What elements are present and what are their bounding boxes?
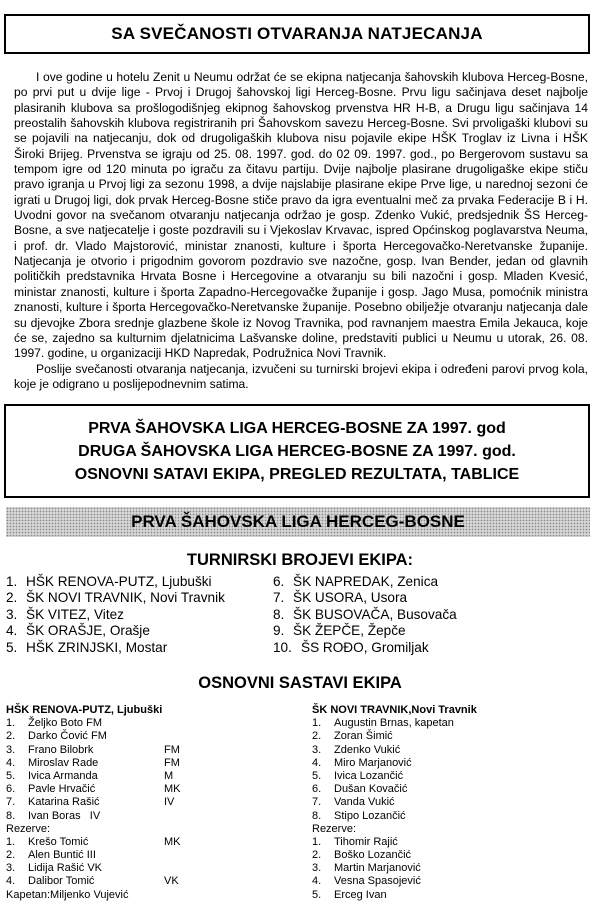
roster-row: 5. Ivica Armanda M — [6, 769, 174, 782]
list-item: 7. ŠK USORA, Usora — [273, 590, 408, 606]
roster-row: 8. Ivan Boras IV — [6, 809, 101, 822]
roster-row: 4. Miroslav Rade FM — [6, 756, 180, 769]
list-item: 1. HŠK RENOVA-PUTZ, Ljubuški — [6, 574, 212, 589]
team-list-left — [6, 574, 225, 656]
roster-row: 3. Zdenko Vukić — [312, 743, 401, 756]
roster-reserves-label: Rezerve: — [312, 822, 357, 835]
roster-left — [6, 704, 266, 902]
roster-row: 5. Ivica Lozančić — [312, 769, 404, 782]
banner-title: PRVA ŠAHOVSKA LIGA HERCEG-BOSNE — [131, 512, 465, 531]
roster-row: 1. Krešo Tomić MK — [6, 835, 181, 848]
roster-row: 4. Miro Marjanović — [312, 756, 412, 769]
roster-row: 2. Zoran Šimić — [312, 730, 393, 743]
roster-row: 1. Željko Boto FM — [6, 717, 102, 730]
roster-row: 6. Pavle Hrvačić MK — [6, 783, 181, 796]
list-item: 10. ŠS ROĐO, Gromiljak — [273, 639, 429, 655]
list-item: 6. ŠK NAPREDAK, Zenica — [273, 574, 439, 589]
roster-row: 4. Vesna Spasojević — [312, 875, 421, 888]
list-item: 5. HŠK ZRINJSKI, Mostar — [6, 639, 168, 655]
intro-paragraph-2: Poslije svečanosti otvaranja natjecanja, izvučeni su turnirski brojevi ekipa i određeni parovi prvog kola, koje je odigrano u poslijepodnevnim satima. — [14, 361, 588, 391]
list-item: 2. ŠK NOVI TRAVNIK, Novi Travnik — [6, 590, 225, 606]
intro-text — [14, 70, 588, 392]
team-list-right — [273, 574, 457, 656]
intro-paragraph-1: I ove godine u hotelu Zenit u Neumu održat će se ekipna natjecanja šahovskih klubova Herceg-Bosne, po prvi put u dvije lige - Prvoj i Drugoj šahovskoj ligi Herceg-Bosne. Prvu ligu sačinjava deset najbolje plasiranih klubova sa prošlogodišnjeg ekipnog šahovskog prvenstva HR H-B, a Drugu ligu sačinjava 14 preostalih šahovskih klubova registriranih pri Šahovskom savezu Herceg-Bosne. Svi prvoligaški klubovi su se pojavili na natjecanju, dok od drugoligaških klubova nisu pojavile ekipe HŠK Troglav iz Livna i HŠK Široki Brijeg. Prvenstva se igraju od 25. 08. 1997. god. do 02 09. 1997. god., po Bergerovom sustavu sa tempom igre od 120 minuta po igraču za čitavu partiju. Dvije najbolje plasirane drugoligaške ekipe stiču pravo igranja u Prvoj ligi za sezonu 1998, a dvije najslabije plasirane ekipe Prve lige, u narednoj sezoni će igrati u Drugoj ligi, dok prvak Herceg-Bosne stiče pravo da igra eventualni meč za prvaka Federacije B i H. Uvodni govor na svečanom otvaranju natjecanja održao je gosp. Zdenko Vukić, predsjednik ŠS Herceg-Bosne, a sve natjecatelje i goste pozdravili su i Vjekoslav Krvavac, ispred Općinskog poglavarstva Neuma, i prof. dr. Vlado Majstorović, ministar znanosti, kulture i športa Hercegovačko-Neretvanske županije. Natjecanja je otvorio i prigodnim govorom pozdravio sve nazočne, gosp. Ivan Bender, jedan od glavnih političkih predstavnika Hrvata Bosne i Hercegovine a otvaranju su bili nazočni i gosp. Mladen Kvesić, ministar znanosti, kulture i športa Zapadno-Hercegovačke županije i gosp. Jago Musa, pomoćnik ministra znanosti, kulture i športa Hercegovačko-Neretvanske županije. Posebno obilježje otvaranju natjecanja dale su djevojke Zbora srednje glazbene škole iz Novog Travnika, pod ravnanjem maestra Emila Jekauca, koje će se, zajedno sa kulturnim djelatnicima Lašvanske doline, predstaviti publici u Neumu u utorak, 26. 08. 1997. godine, u organizaciji HKD Napredak, Podružnica Novi Travnik. — [14, 70, 588, 361]
league-line-1: PRVA ŠAHOVSKA LIGA HERCEG-BOSNE ZA 1997. god — [88, 419, 506, 437]
roster-row: 6. Dušan Kovačić — [312, 783, 408, 796]
roster-team-name: ŠK NOVI TRAVNIK,Novi Travnik — [312, 704, 477, 716]
roster-row: 1. Augustin Brnas, kapetan — [312, 717, 454, 730]
roster-row: 3. Lidija Rašić VK — [6, 862, 102, 875]
league-line-3: OSNOVNI SATAVI EKIPA, PREGLED REZULTATA, TABLICE — [74, 465, 520, 483]
first-league-banner — [6, 507, 590, 537]
article-title: SA SVEČANOSTI OTVARANJA NATJECANJA — [111, 24, 483, 43]
list-item: 8. ŠK BUSOVAČA, Busovača — [273, 606, 457, 622]
article-title-box — [4, 14, 590, 54]
lineups-heading: OSNOVNI SASTAVI EKIPA — [198, 674, 402, 692]
roster-row: 4. Dalibor Tomić VK — [6, 875, 179, 888]
roster-row: 1. Tihomir Rajić — [312, 835, 398, 848]
roster-row: 7. Vanda Vukić — [312, 796, 395, 809]
roster-row: 7. Katarina Rašić IV — [6, 796, 175, 809]
roster-row: 3. Frano Bilobrk FM — [6, 743, 180, 756]
roster-reserves-label: Rezerve: — [6, 822, 51, 835]
roster-row: 5. Erceg Ivan — [312, 888, 387, 901]
league-line-2: DRUGA ŠAHOVSKA LIGA HERCEG-BOSNE ZA 1997. god. — [78, 442, 516, 460]
roster-row: 2. Alen Buntić III — [6, 849, 96, 862]
list-item: 3. ŠK VITEZ, Vitez — [6, 606, 124, 622]
roster-captain: Kapetan:Miljenko Vujević — [6, 888, 129, 901]
roster-row: 2. Darko Čović FM — [6, 730, 107, 743]
league-summary-box — [4, 404, 590, 498]
roster-right — [312, 704, 592, 902]
list-item: 4. ŠK ORAŠJE, Orašje — [6, 623, 150, 639]
roster-team-name: HŠK RENOVA-PUTZ, Ljubuški — [6, 704, 163, 716]
roster-row: 2. Boško Lozančić — [312, 849, 412, 862]
team-numbers-heading: TURNIRSKI BROJEVI EKIPA: — [186, 551, 414, 569]
roster-row: 8. Stipo Lozančić — [312, 809, 406, 822]
list-item: 9. ŠK ŽEPČE, Žepče — [273, 623, 406, 639]
roster-row: 3. Martin Marjanović — [312, 862, 421, 875]
